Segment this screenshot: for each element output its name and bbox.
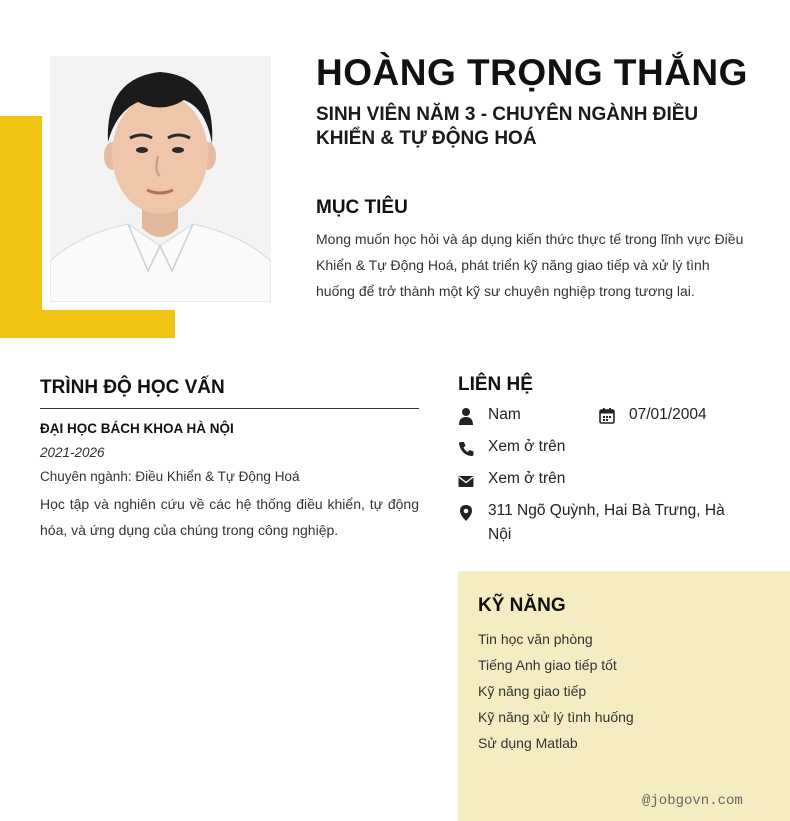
skills-heading: KỸ NĂNG <box>478 595 566 616</box>
skill-item: Tiếng Anh giao tiếp tốt <box>478 657 617 673</box>
accent-bar <box>0 310 175 338</box>
person-icon <box>457 407 475 425</box>
objective-heading: MỤC TIÊU <box>316 197 408 218</box>
skill-item: Kỹ năng xử lý tình huống <box>478 709 634 725</box>
contact-heading: LIÊN HỆ <box>458 374 533 395</box>
calendar-icon <box>598 407 616 425</box>
envelope-icon <box>457 472 475 490</box>
candidate-name: HOÀNG TRỌNG THẮNG <box>316 52 748 93</box>
phone-icon <box>457 440 475 458</box>
map-pin-icon <box>457 504 475 522</box>
contact-email: Xem ở trên <box>488 470 566 487</box>
contact-address: 311 Ngõ Quỳnh, Hai Bà Trưng, Hà Nội <box>488 502 725 543</box>
education-school: ĐẠI HỌC BÁCH KHOA HÀ NỘI <box>40 421 234 436</box>
skill-item: Tin học văn phòng <box>478 631 593 647</box>
contact-gender: Nam <box>488 406 521 423</box>
skill-item: Kỹ năng giao tiếp <box>478 683 587 699</box>
education-heading: TRÌNH ĐỘ HỌC VẤN <box>40 377 225 398</box>
objective-text: Mong muốn học hỏi và áp dụng kiến thức thực tế trong lĩnh vực Điều Khiển & Tự Động Hoá, phát triển kỹ năng giao tiếp và xử lý tình huống để trở thành một kỹ sư chuyên nghiệp trong tương lai. <box>316 231 744 299</box>
contact-dob: 07/01/2004 <box>629 406 707 423</box>
skill-item: Sử dụng Matlab <box>478 735 578 751</box>
candidate-subtitle: SINH VIÊN NĂM 3 - CHUYÊN NGÀNH ĐIỀU KHIỂN & TỰ ĐỘNG HOÁ <box>316 104 699 149</box>
education-description: Học tập và nghiên cứu về các hệ thống điều khiển, tự động hóa, và ứng dụng của chúng trong công nghiệp. <box>40 496 419 538</box>
watermark: @jobgovn.com <box>642 793 743 809</box>
profile-photo <box>50 56 271 302</box>
skills-list <box>478 626 634 756</box>
education-divider <box>40 408 419 409</box>
education-years: 2021-2026 <box>40 445 105 460</box>
accent-block <box>0 116 42 338</box>
education-major: Chuyên ngành: Điều Khiển & Tự Động Hoá <box>40 469 300 484</box>
contact-phone: Xem ở trên <box>488 438 566 455</box>
